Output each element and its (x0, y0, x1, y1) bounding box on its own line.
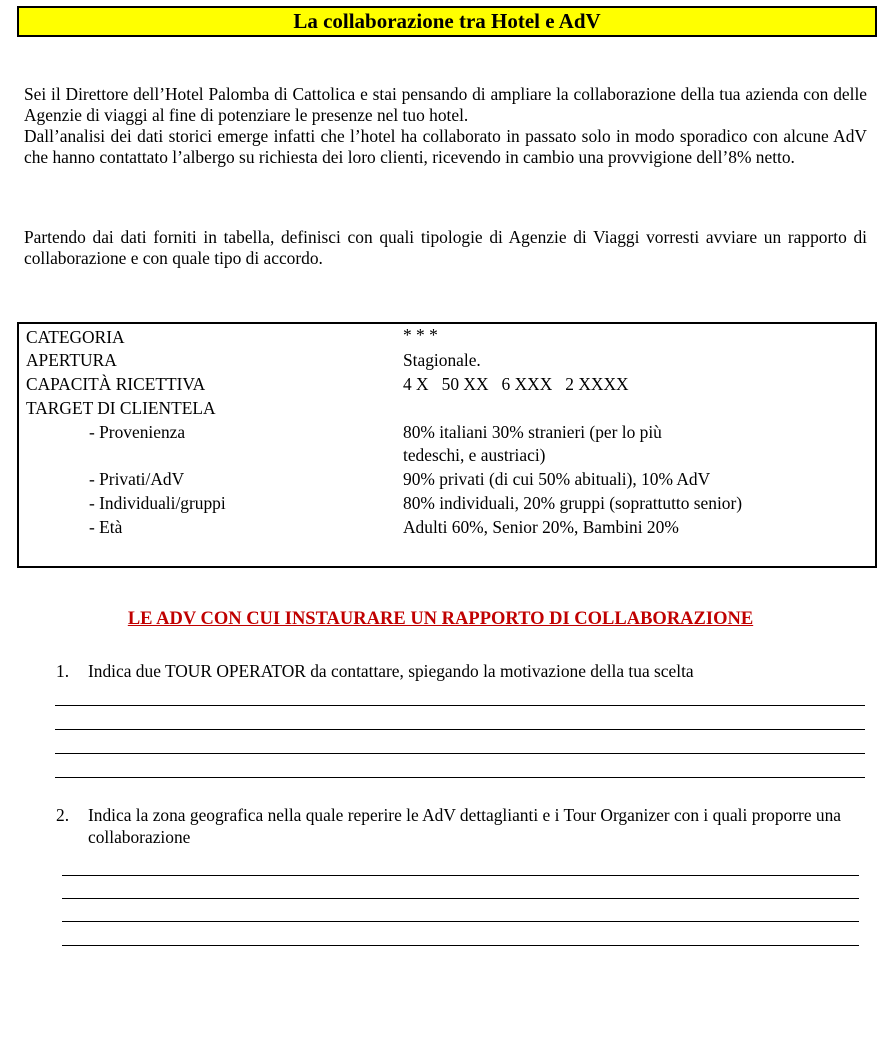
intro-paragraph-3: Partendo dai dati forniti in tabella, definisci con quali tipologie di Agenzie di Viaggi vorresti avviare un rapporto di collaborazione e con quale tipo di accordo. (24, 227, 867, 268)
individuali-value: 80% individuali, 20% gruppi (soprattutto senior) (403, 493, 743, 513)
answer-line[interactable] (62, 898, 859, 899)
answer-line[interactable] (62, 921, 859, 922)
provenienza-value-line-1: 80% italiani 30% stranieri (per lo più (403, 422, 662, 442)
answer-line[interactable] (55, 777, 865, 778)
target-label: TARGET DI CLIENTELA (26, 398, 216, 418)
page-title: La collaborazione tra Hotel e AdV (17, 6, 877, 37)
section-heading: LE ADV CON CUI INSTAURARE UN RAPPORTO DI COLLABORAZIONE (127, 609, 754, 629)
hotel-info-table (17, 322, 877, 568)
question-number: 1. (56, 661, 70, 681)
apertura-value: Stagionale. (403, 350, 481, 370)
answer-line[interactable] (55, 705, 865, 706)
categoria-label: CATEGORIA (26, 327, 125, 347)
capacita-label: CAPACITÀ RICETTIVA (26, 374, 206, 394)
categoria-value: * * * (403, 325, 438, 345)
intro-paragraph-2: Dall’analisi dei dati storici emerge infatti che l’hotel ha collaborato in passato solo in modo sporadico con alcune AdV che hanno contattato l’albergo su richiesta dei loro clienti, ricevendo in cambio una provvigione dell’8% netto. (24, 126, 867, 167)
question-text: Indica due TOUR OPERATOR da contattare, spiegando la motivazione della tua scelta (88, 661, 694, 681)
eta-label: - Età (89, 517, 123, 537)
answer-line[interactable] (55, 753, 865, 754)
apertura-label: APERTURA (26, 350, 117, 370)
question-text: Indica la zona geografica nella quale reperire le AdV dettaglianti e i Tour Organizer con i quali proporre una collaborazione (88, 805, 842, 847)
capacita-value: 4 X 50 XX 6 XXX 2 XXXX (403, 374, 629, 394)
answer-line[interactable] (62, 875, 859, 876)
question-number: 2. (56, 805, 70, 825)
privati-label: - Privati/AdV (89, 469, 185, 489)
provenienza-label: - Provenienza (89, 422, 186, 442)
privati-value: 90% privati (di cui 50% abituali), 10% AdV (403, 469, 711, 489)
eta-value: Adulti 60%, Senior 20%, Bambini 20% (403, 517, 679, 537)
provenienza-value-line-2: tedeschi, e austriaci) (403, 445, 546, 465)
individuali-label: - Individuali/gruppi (89, 493, 226, 513)
intro-paragraph-1: Sei il Direttore dell’Hotel Palomba di Cattolica e stai pensando di ampliare la collaborazione della tua azienda con delle Agenzie di viaggi al fine di potenziare le presenze nel tuo hotel. (24, 84, 867, 125)
answer-line[interactable] (62, 945, 859, 946)
answer-line[interactable] (55, 729, 865, 730)
